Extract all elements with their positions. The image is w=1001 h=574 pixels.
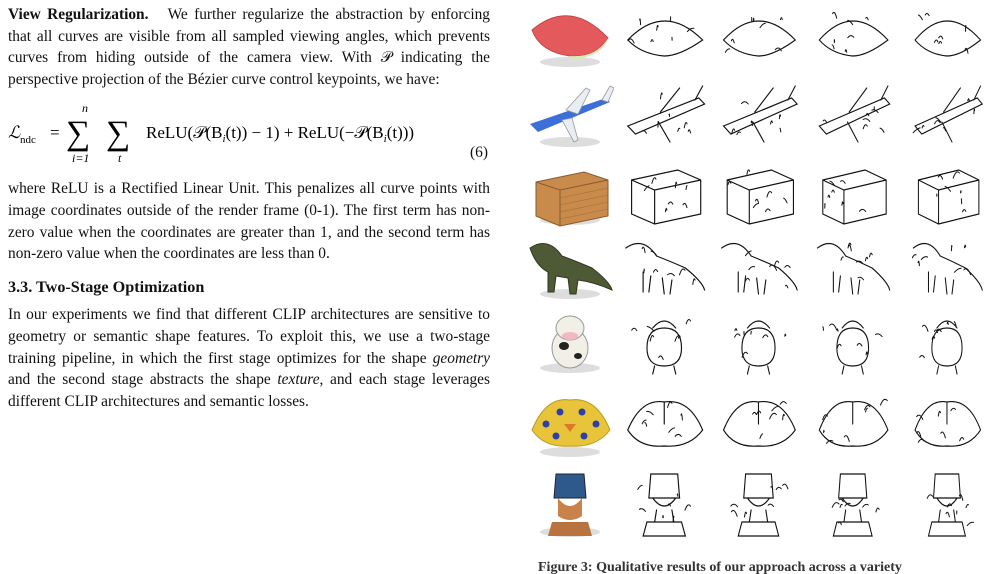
two-stage-text-mid: and the second stage abstracts the shape [8, 371, 278, 389]
paper-left-column [8, 4, 490, 412]
rendered-object-image [526, 80, 614, 150]
sketch-abstraction-image [620, 306, 708, 376]
figure-row [522, 232, 994, 302]
sketch-abstraction-image [714, 0, 802, 70]
sketch-abstraction-image [808, 232, 896, 302]
rendered-object-image [526, 306, 614, 376]
eq-term1-tail: (t)) − 1) + ReLU(−𝒫(B [225, 123, 384, 143]
figure-row [522, 0, 994, 70]
sketch-abstraction-image [620, 0, 708, 70]
sketch-abstraction-image [620, 232, 708, 302]
figure-row [522, 158, 994, 228]
eq-sum-lower-i: i=1 [72, 151, 90, 166]
rendered-object-image [526, 232, 614, 302]
two-stage-text-start: In our experiments we find that different CLIP architectures are sensitive to geometry or semantic shape features. To exploit this, we use a two-stage training pipeline, in which the first stage optimizes for the shape [8, 306, 490, 367]
sketch-abstraction-image [808, 390, 896, 460]
rendered-object-image [526, 470, 614, 540]
sketch-abstraction-image [902, 390, 990, 460]
figure-row [522, 390, 994, 460]
figure-row [522, 306, 994, 376]
geometry-emphasis: geometry [432, 349, 490, 367]
eq-sum-t: ∑ [106, 115, 131, 153]
sketch-abstraction-image [902, 0, 990, 70]
two-stage-text-end: , and each stage leverages different CLIP architectures and semantic losses. [8, 371, 490, 410]
texture-emphasis: texture [277, 371, 320, 389]
eq-term1-head: ReLU(𝒫(B [146, 123, 223, 143]
rendered-object-image [526, 158, 614, 228]
sketch-abstraction-image [714, 390, 802, 460]
two-stage-paragraph [8, 304, 490, 412]
equation-number: (6) [470, 144, 488, 162]
sketch-abstraction-image [902, 306, 990, 376]
sketch-abstraction-image [902, 80, 990, 150]
eq-term2-tail: (t))) [386, 123, 415, 143]
sketch-abstraction-image [808, 158, 896, 228]
sketch-abstraction-image [808, 80, 896, 150]
figure-row [522, 470, 994, 540]
sketch-abstraction-image [902, 470, 990, 540]
sketch-abstraction-image [714, 232, 802, 302]
section-title: 3.3. Two-Stage Optimization [8, 277, 205, 296]
sketch-abstraction-image [620, 390, 708, 460]
figure-row [522, 80, 994, 150]
eq-lhs-sub: ndc [20, 134, 36, 147]
sketch-abstraction-image [714, 306, 802, 376]
eq-sum-upper: n [82, 101, 88, 116]
sketch-abstraction-image [714, 470, 802, 540]
sketch-abstraction-image [714, 80, 802, 150]
eq-term1-sub: i [222, 133, 226, 146]
qualitative-results-figure [522, 0, 994, 556]
equation-svg [8, 98, 490, 172]
sketch-abstraction-image [714, 158, 802, 228]
rendered-object-image [526, 0, 614, 70]
equation-6 [8, 98, 490, 172]
relu-paragraph: where ReLU is a Rectified Linear Unit. This penalizes all curve points with image coordinates outside of the render frame (0-1). The first term has non-zero value when the coordinates are greater than 1, and the second term has non-zero value when the coordinates are less than 0. [8, 180, 490, 263]
eq-equals: = [50, 123, 60, 143]
sketch-abstraction-image [620, 158, 708, 228]
sketch-abstraction-image [902, 232, 990, 302]
sketch-abstraction-image [808, 470, 896, 540]
sketch-abstraction-image [902, 158, 990, 228]
eq-lhs: ℒ [8, 123, 21, 143]
figure-caption: Figure 3: Qualitative results of our approach across a variety [538, 560, 902, 574]
eq-sum-i: ∑ [66, 115, 91, 153]
sketch-abstraction-image [808, 306, 896, 376]
view-regularization-text: We further regularize the abstraction by enforcing that all curves are visible from all sampled viewing angles, which prevents curves from hiding outside of the camera view. With 𝒫 indicating the perspective projection of the Bézier curve control keypoints, we have: [8, 6, 491, 88]
view-regularization-heading: View Regularization. [8, 6, 149, 23]
sketch-abstraction-image [808, 0, 896, 70]
eq-term2-sub: i [383, 133, 387, 146]
eq-sum-lower-t: t [118, 151, 122, 166]
view-regularization-paragraph [8, 4, 490, 90]
sketch-abstraction-image [620, 80, 708, 150]
eq-term1 [146, 123, 414, 145]
rendered-object-image [526, 390, 614, 460]
sketch-abstraction-image [620, 470, 708, 540]
